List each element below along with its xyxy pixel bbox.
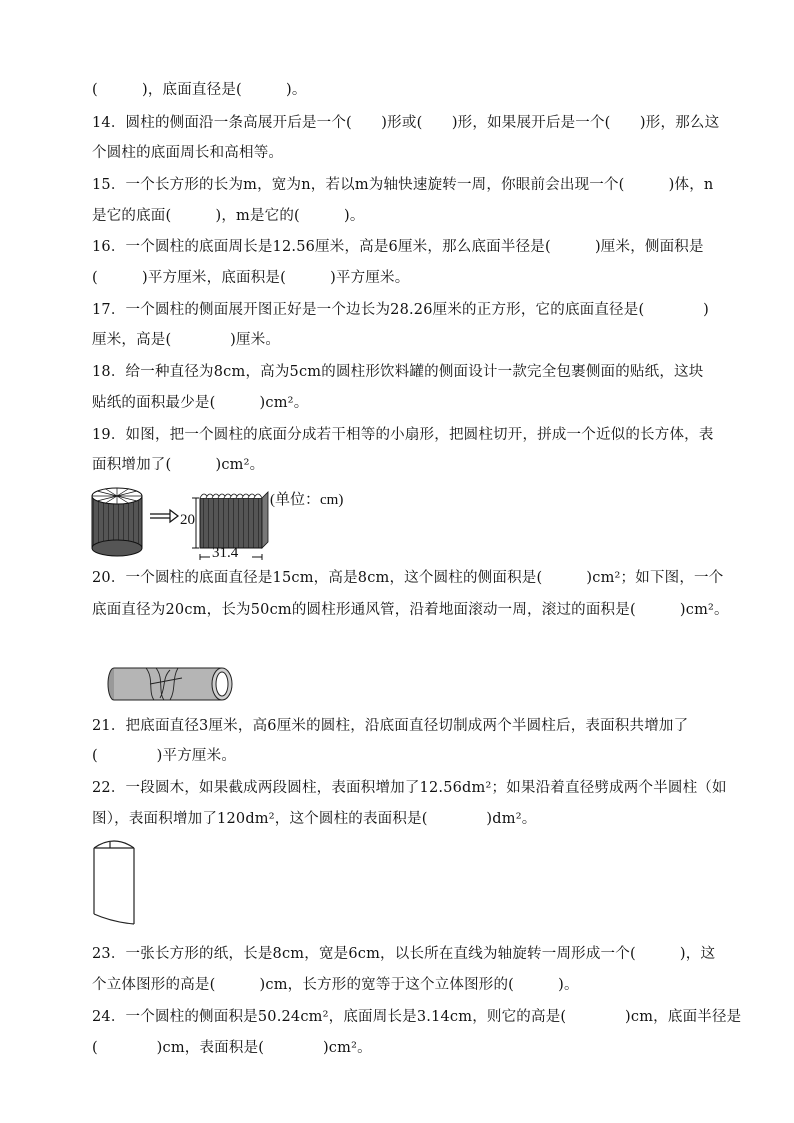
q15-line-1: 15．一个长方形的长为m，宽为n，若以m为轴快速旋转一周，你眼前会出现一个( )体，n [92,177,714,193]
figure-22-half-cylinder [88,836,144,928]
q22-line-1: 22．一段圆木，如果截成两段圆柱，表面积增加了12.56dm²；如果沿着直径劈成两个半圆柱（如 [92,780,727,796]
q19-line-2: 面积增加了( )cm²。 [92,457,265,473]
q15-line-2: 是它的底面( )，m是它的( )。 [92,208,365,224]
q14-line-1: 14．圆柱的侧面沿一条高展开后是一个( )形或( )形，如果展开后是一个( )形，那么这 [92,115,720,131]
rearranged-cuboid-icon [200,492,268,548]
q14-line-2: 个圆柱的底面周长和高相等。 [92,145,284,161]
half-cylinder-icon [94,841,134,924]
pipe-icon [108,668,232,700]
cylinder-icon [92,488,142,556]
q18-line-1: 18．给一种直径为8cm，高为5cm的圆柱形饮料罐的侧面设计一款完全包裹侧面的贴纸，这块 [92,364,704,380]
q17-line-1: 17．一个圆柱的侧面展开图正好是一个边长为28.26厘米的正方形，它的底面直径是( ) [92,302,709,318]
q23-line-1: 23．一张长方形的纸，长是8cm，宽是6cm，以长所在直线为轴旋转一周形成一个( )，这 [92,946,716,962]
figure-19-width-label: 31.4 [212,545,239,561]
q20-line-1: 20．一个圆柱的底面直径是15cm，高是8cm，这个圆柱的侧面积是( )cm²；如下图，一个 [92,570,724,586]
q16-line-2: ( )平方厘米，底面积是( )平方厘米。 [92,270,410,286]
q22-line-2: 图），表面积增加了120dm²，这个圆柱的表面积是( )dm²。 [92,811,537,827]
q16-line-1: 16．一个圆柱的底面周长是12.56厘米，高是6厘米，那么底面半径是( )厘米，侧面积是 [92,239,704,255]
q18-line-2: 贴纸的面积最少是( )cm²。 [92,395,309,411]
figure-20-ventilation-pipe [104,664,236,704]
q23-line-2: 个立体图形的高是( )cm，长方形的宽等于这个立体图形的( )。 [92,977,579,993]
figure-19-unit-label: (单位：cm) [270,492,344,508]
q19-line-1: 19．如图，把一个圆柱的底面分成若干相等的小扇形，把圆柱切开，拼成一个近似的长方体，表 [92,427,714,443]
q24-line-1: 24．一个圆柱的侧面积是50.24cm²，底面周长是3.14cm，则它的高是( )cm，底面半径是 [92,1009,742,1025]
figure-19-height-label: 20 [180,512,195,528]
q21-line-2: ( )平方厘米。 [92,748,237,764]
right-arrow-icon [150,510,178,522]
q17-line-2: 厘米，高是( )厘米。 [92,332,281,348]
q24-line-2: ( )cm，表面积是( )cm²。 [92,1040,372,1056]
q20-line-2: 底面直径为20cm，长为50cm的圆柱形通风管，沿着地面滚动一周，滚过的面积是( )cm²。 [92,602,729,618]
q13-continuation-line: ( )，底面直径是( )。 [92,82,307,98]
q21-line-1: 21．把底面直径3厘米，高6厘米的圆柱，沿底面直径切制成两个半圆柱后，表面积共增加了 [92,718,689,734]
